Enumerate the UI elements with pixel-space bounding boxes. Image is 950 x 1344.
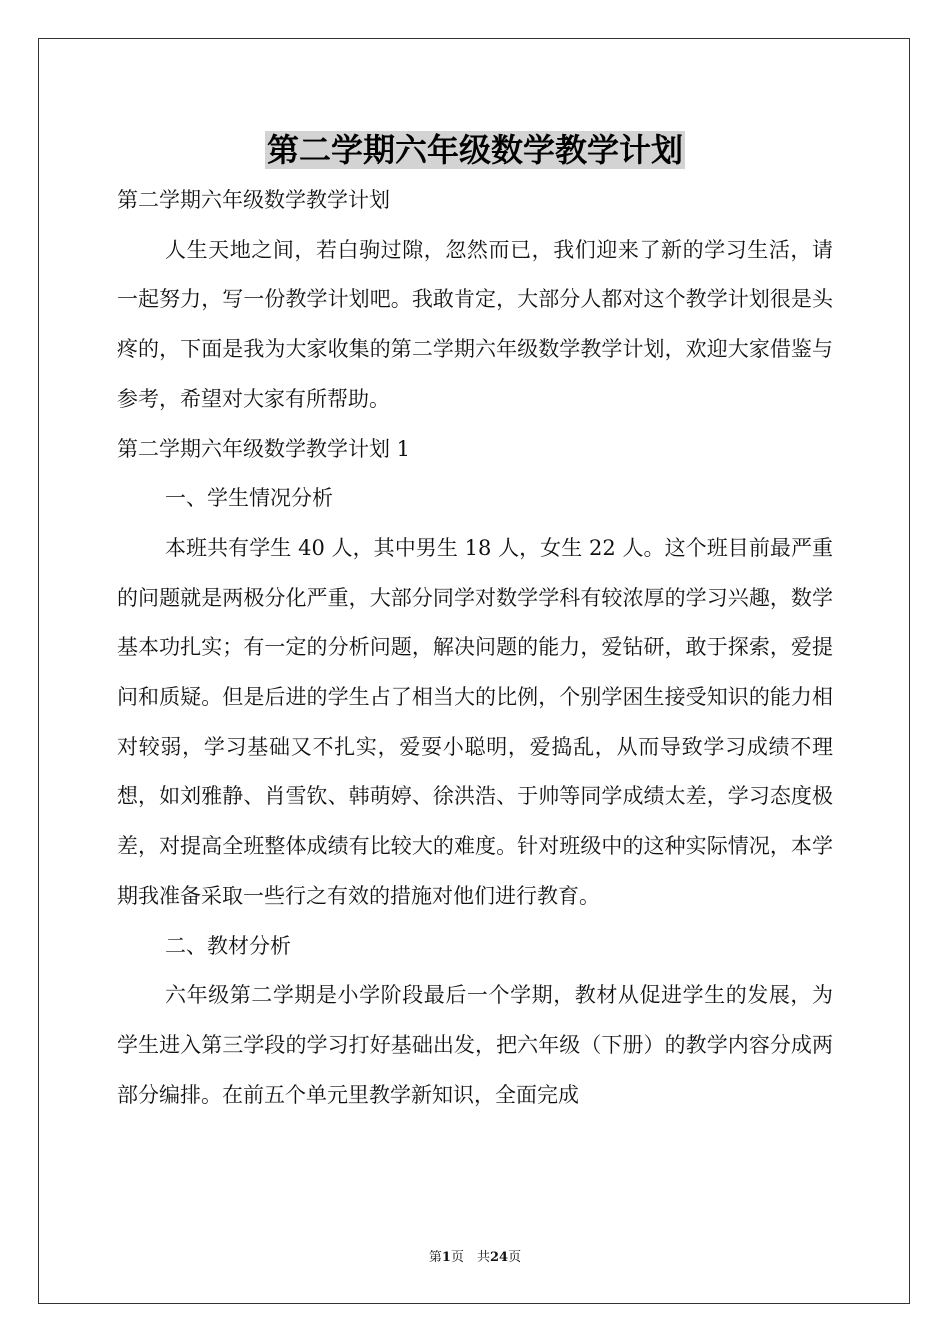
subsection-heading: 一、学生情况分析 [165,486,333,511]
footer-mid: 页 共 [450,1250,490,1265]
section-heading: 第二学期六年级数学教学计划 1 [117,436,411,461]
footer-suffix: 页 [508,1250,522,1265]
paragraph: 本班共有学生 40 人，其中男生 18 人，女生 22 人。这个班目前最严重的问题就是两极分化严重，大部分同学对数学学科有较浓厚的学习兴趣，数学基本功扎实；有一定的分析问题，解决问题的能力，爱钻研，敢于探索，爱提问和质疑。但是后进的学生占了相当大的比例，个别学困生接受知识的能力相对较弱，学习基础又不扎实，爱耍小聪明，爱捣乱，从而导致学习成绩不理想，如刘雅静、肖雪钦、韩萌婷、徐洪浩、于帅等同学成绩太差，学习态度极差，对提高全班整体成绩有比较大的难度。针对班级中的这种实际情况，本学期我准备采取一些行之有效的措施对他们进行教育。 [117,535,833,908]
document-body [117,176,833,1120]
document-title-text: 第二学期六年级数学教学计划 [266,131,683,169]
subsection-heading: 二、教材分析 [165,933,291,958]
footer-prefix: 第 [428,1250,442,1265]
paragraph: 人生天地之间，若白驹过隙，忽然而已，我们迎来了新的学习生活，请一起努力，写一份教学计划吧。我敢肯定，大部分人都对这个教学计划很是头疼的，下面是我为大家收集的第二学期六年级数学教学计划，欢迎大家借鉴与参考，希望对大家有所帮助。 [117,237,833,411]
document-title [0,128,950,172]
footer-page-current: 1 [441,1250,451,1265]
footer-page-total: 24 [489,1250,509,1265]
page-footer [0,1246,950,1265]
paragraph: 第二学期六年级数学教学计划 [117,188,390,212]
paragraph: 六年级第二学期是小学阶段最后一个学期，教材从促进学生的发展，为学生进入第三学段的学习打好基础出发，把六年级（下册）的教学内容分成两部分编排。在前五个单元里教学新知识，全面完成 [117,983,833,1107]
